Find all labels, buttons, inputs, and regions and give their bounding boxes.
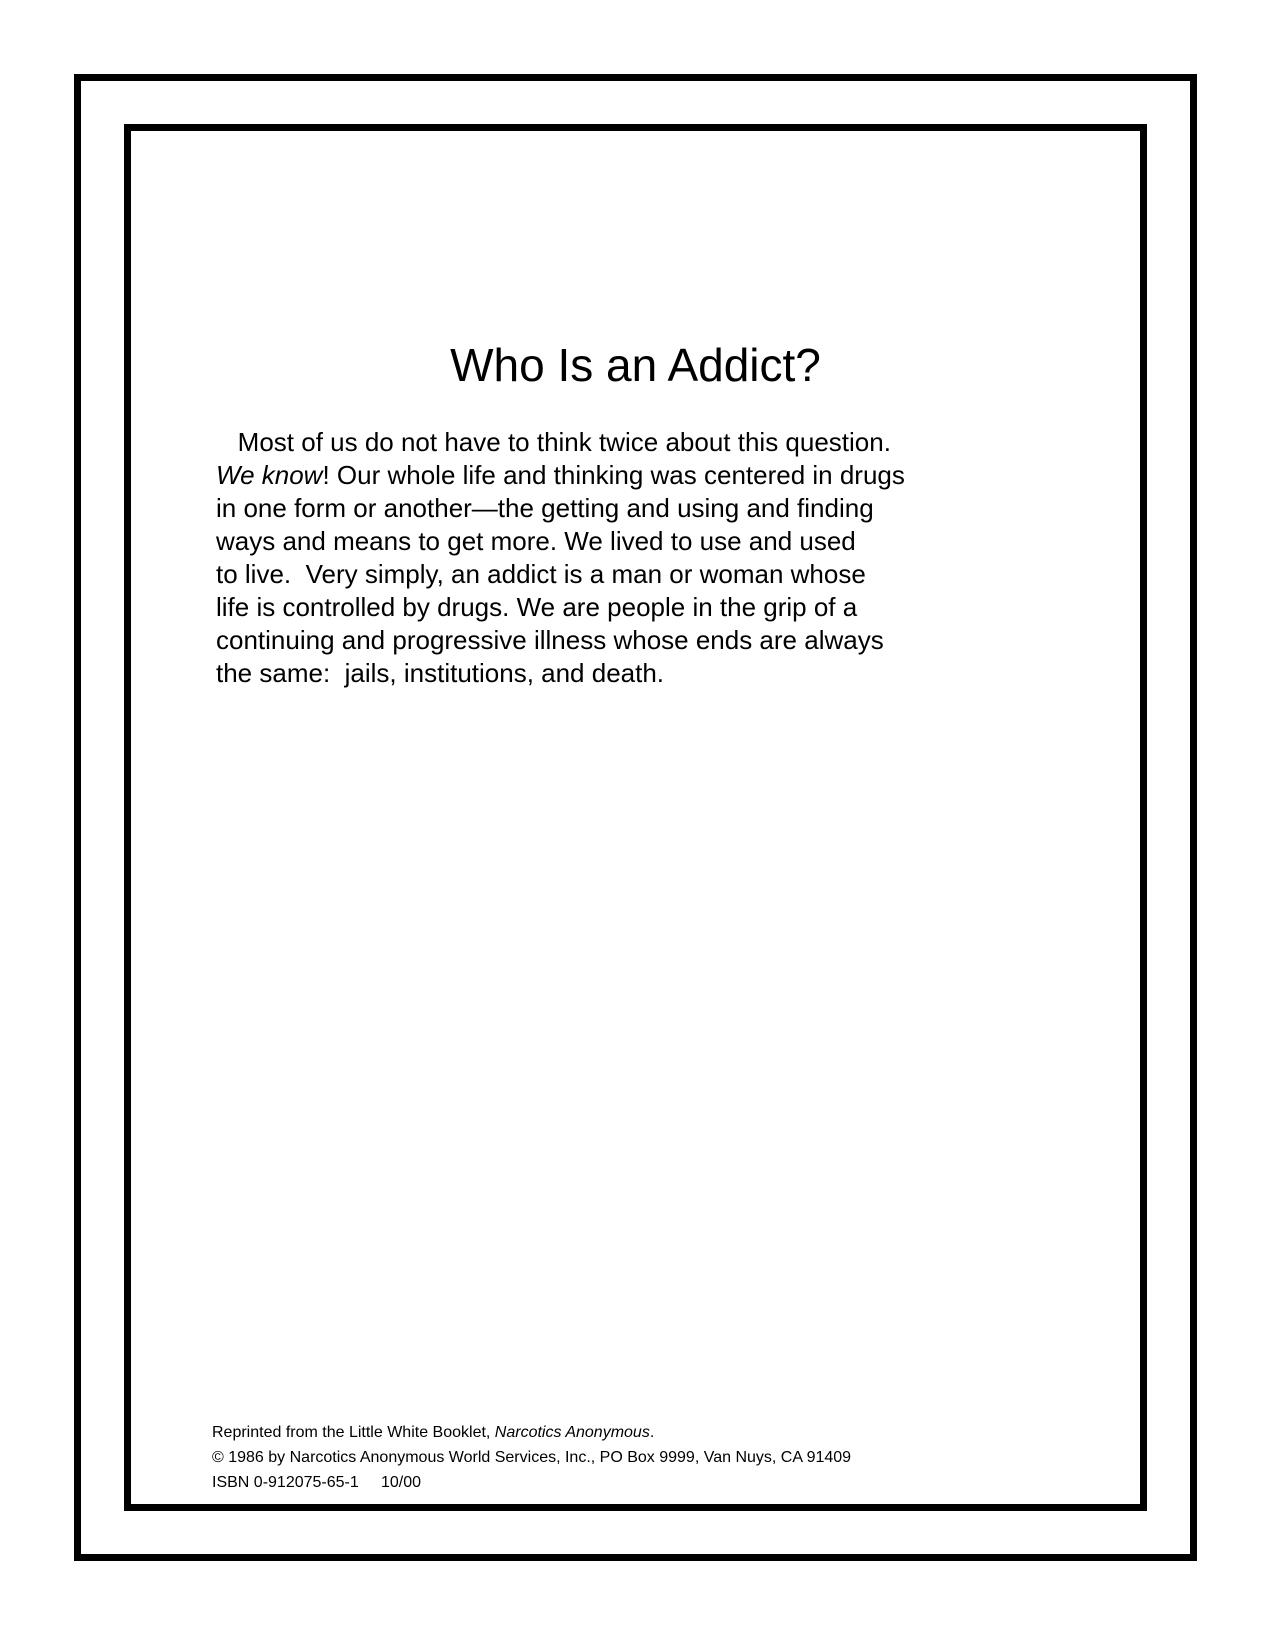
body-line-1: Most of us do not have to think twice about this question. bbox=[216, 427, 891, 457]
footer bbox=[212, 1420, 1112, 1495]
body-line-6: life is controlled by drugs. We are people in the grip of a bbox=[216, 592, 858, 622]
copyright-line: © 1986 by Narcotics Anonymous World Services, Inc., PO Box 9999, Van Nuys, CA 91409 bbox=[212, 1449, 852, 1466]
body-line-5: to live. Very simply, an addict is a man or woman whose bbox=[216, 559, 866, 589]
reprint-suffix: . bbox=[649, 1424, 655, 1441]
body-paragraph bbox=[216, 426, 1056, 690]
body-line-8: the same: jails, institutions, and death. bbox=[216, 658, 665, 688]
reprint-title: Narcotics Anonymous bbox=[494, 1424, 650, 1441]
reprint-note bbox=[212, 1420, 1112, 1445]
body-emphasis: We know bbox=[216, 460, 323, 490]
reprint-prefix: Reprinted from the Little White Booklet, bbox=[212, 1424, 495, 1441]
body-line-3: in one form or another—the getting and using and finding bbox=[216, 493, 874, 523]
body-line-4: ways and means to get more. We lived to use and used bbox=[216, 526, 856, 556]
isbn-line: ISBN 0-912075-65-1 10/00 bbox=[212, 1474, 422, 1491]
body-line-2 bbox=[216, 459, 1056, 492]
body-line-2-rest: ! Our whole life and thinking was centered in drugs bbox=[322, 460, 905, 490]
page-title: Who Is an Addict? bbox=[450, 339, 821, 391]
body-line-7: continuing and progressive illness whose ends are always bbox=[216, 625, 884, 655]
inner-border bbox=[124, 124, 1147, 1511]
